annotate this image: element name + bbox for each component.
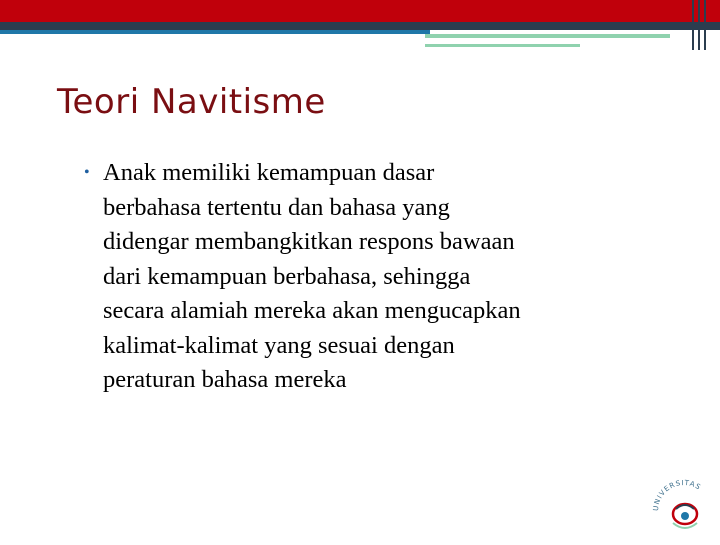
header-green-line-lower bbox=[425, 44, 580, 47]
bullet-line: kalimat-kalimat yang sesuai dengan bbox=[103, 331, 455, 359]
header-green-line bbox=[425, 34, 670, 38]
university-seal-icon bbox=[646, 463, 720, 540]
bullet-line: peraturan bahasa mereka bbox=[103, 366, 347, 393]
bullet-line: berbahasa tertentu dan bahasa yang bbox=[103, 193, 450, 221]
header-edge-stripes bbox=[690, 0, 720, 50]
bullet-list bbox=[84, 156, 684, 398]
svg-text:UNIVERSITAS: UNIVERSITAS bbox=[651, 478, 703, 512]
bullet-line: secara alamiah mereka akan mengucapkan bbox=[103, 297, 521, 324]
header-red-bar bbox=[0, 0, 720, 22]
bullet-item bbox=[84, 156, 684, 398]
bullet-line: Anak memiliki kemampuan dasar bbox=[103, 159, 435, 186]
bullet-line: dari kemampuan berbahasa, sehingga bbox=[103, 262, 471, 290]
bullet-line: didengar membangkitkan respons bawaan bbox=[103, 228, 515, 255]
bullet-icon: • bbox=[84, 164, 90, 181]
header-dark-bar bbox=[0, 22, 720, 30]
slide-title: Teori Navitisme bbox=[57, 82, 326, 122]
header-blue-line bbox=[0, 30, 430, 34]
